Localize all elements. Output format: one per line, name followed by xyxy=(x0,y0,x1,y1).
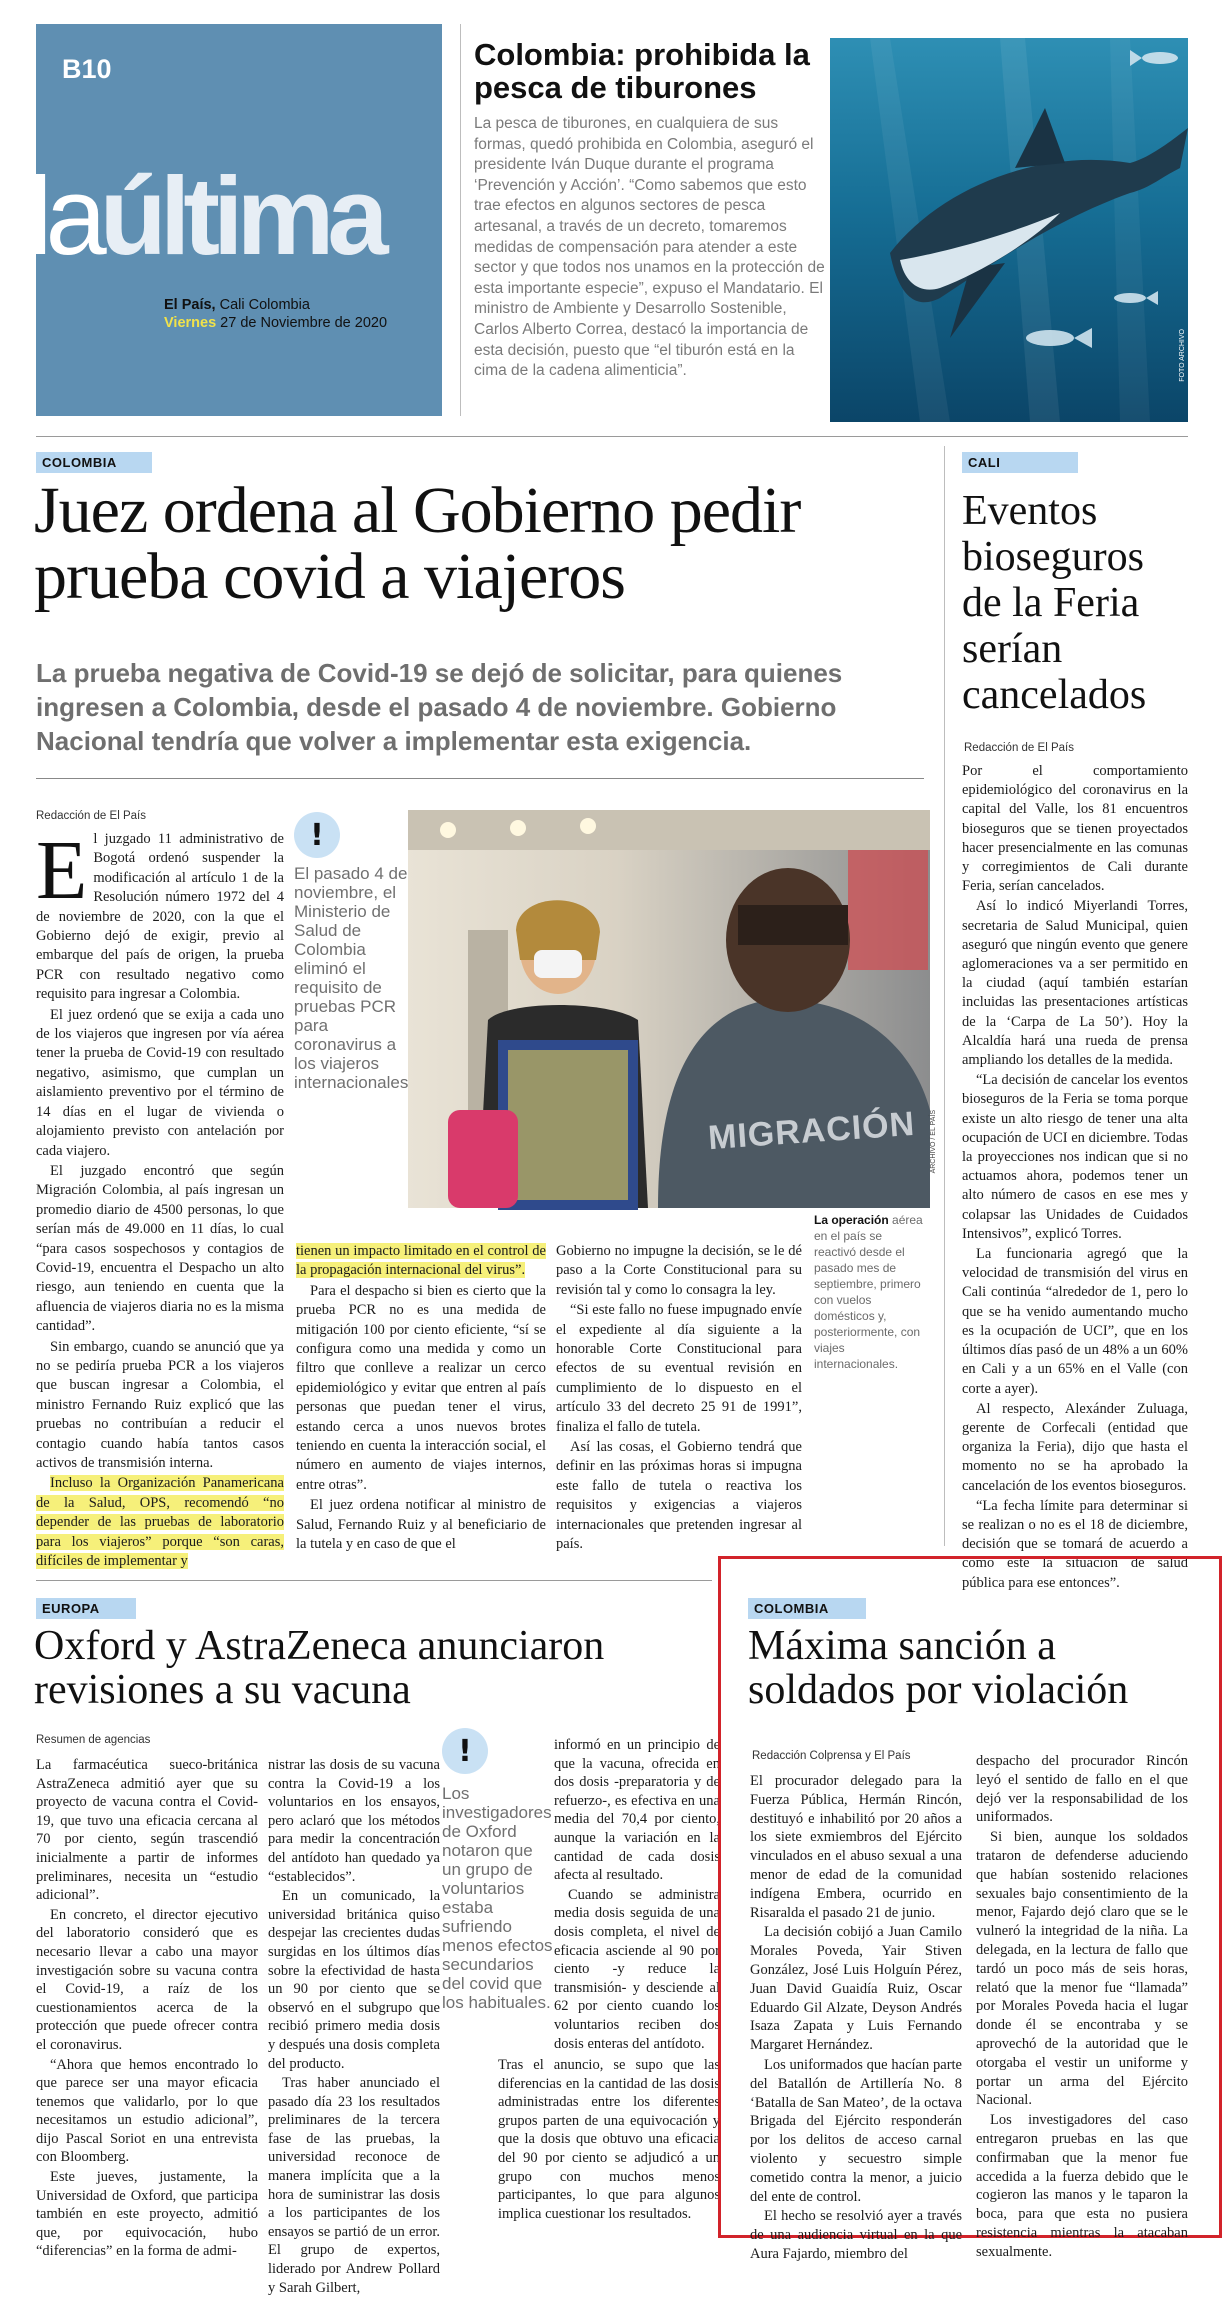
lead-para-6: El juez ordena notificar al ministro de Salud, Fernando Ruiz y al beneficiario de la tutela y en caso de que el xyxy=(296,1497,546,1553)
cali-para-5: Al respecto, Alexánder Zuluaga, gerente de Corfecali (entidad que organiza la Feria), dijo que hasta el momento no se ha aprobado la cancelación de los eventos bioseguros. xyxy=(962,1400,1188,1494)
lead-deck-rule xyxy=(36,778,924,779)
soldiers-para-6: Si bien, aunque los soldados trataron de defenderse aduciendo que habían sostenido relaciones sexuales bajo consentimiento de la menor, Fajardo dejó claro que se le vulneró la integridad de la niña. La delegada, en la lectura de fallo que tardó un poco más de seis horas, relató que la menor fue “llamada” por Morales Poveda hacia el lugar donde él se encontraba y se aprovechó de la autoridad que le otorgaba el vestir un uniforme y portar un arma del Ejército Nacional. xyxy=(976,1829,1188,2109)
oxford-para-5: nistrar las dosis de su vacuna contra la Covid-19 a los voluntarios en los ensayos, pero aclaró que los métodos para medir la concentración del antídoto han quedado ya “establecidos”. xyxy=(268,1757,440,1885)
lead-para-3: El juzgado encontró que según Migración Colombia, al país ingresan un promedio diario de 4500 personas, lo que serían más de 49.000 en 11 días, lo cual “para casos sospechosos y contagios de Covid-19, encuentra el Despacho un alto riesgo, aun teniendo en cuenta que la afluencia de viajeros diaria no es la misma cantidad”. xyxy=(36,1162,284,1335)
soldiers-byline: Redacción Colprensa y El País xyxy=(752,1750,911,1762)
lead-para-4: Sin embargo, cuando se anunció que ya no se pediría prueba PCR a los viajeros que buscan ingresar a Colombia, el ministro Fernando Ruiz explicó que las pruebas no contribuían a reducir el contagio cuando había tantos casos activos de transmisión interna. xyxy=(36,1338,284,1471)
soldiers-para-4: El hecho se resolvió ayer a través de una audiencia virtual en la que Aura Fajardo, miembro del xyxy=(750,2208,962,2262)
cali-headline: Eventos bioseguros de la Feria serían cancelados xyxy=(962,488,1147,718)
oxford-column-1 xyxy=(36,1756,258,2262)
sharks-photo xyxy=(830,38,1188,422)
oxford-alert-icon: ! xyxy=(442,1728,488,1774)
oxford-para-8: informó en un principio de que la vacuna, ofrecida en dos dosis -preparatoria y de refuerzo-, es efectiva en una media del 70,4 por ciento, aunque la variación en la cantidad de cada dosis afecta al resultado. xyxy=(554,1737,720,1884)
soldiers-para-5: despacho del procurador Rincón leyó el sentido de fallo en el que dejó ver la responsabilidad de los uniformados. xyxy=(976,1753,1188,1826)
paper-city: Cali Colombia xyxy=(219,297,310,313)
oxford-byline: Resumen de agencias xyxy=(36,1734,151,1746)
soldiers-para-1: El procurador delegado para la Fuerza Pública, Hermán Rincón, destituyó e inhabilitó por 20 años a los siete exmiembros del Ejército vinculados en el abuso sexual a una menor de edad de la comunidad indígena Embera, ocurrido en Risaralda el pasado 21 de junio. xyxy=(750,1773,962,1921)
oxford-column-3 xyxy=(554,1736,720,2054)
section-logo-la: la xyxy=(28,155,100,278)
lead-column-1 xyxy=(36,824,284,1572)
top-divider xyxy=(460,24,461,416)
lead-column-3 xyxy=(556,1242,802,1556)
sharks-body: La pesca de tiburones, en cualquiera de sus formas, quedó prohibida en Colombia, aseguró el presidente Iván Duque durante el programa ‘Prevención y Acción’. “Como sabemos que esto trae efectos en algunos sectores de pesca artesanal, a través de un decreto, tomaremos medidas de compensación para atender a este sector y que todos nos unamos en la protección de esta importante especie”, expuso el Mandatario. El ministro de Ambiente y Desarrollo Sostenible, Carlos Alberto Correa, destacó la importancia de esta decisión, puesto que “el tiburón está en la cima de la cadena alimenticia”. xyxy=(474,115,825,380)
sharks-photo-credit: FOTO ARCHIVO xyxy=(1179,329,1186,382)
oxford-para-10: Tras el anuncio, se supo que las diferencias en la cantidad de las dosis administradas entre los diferentes grupos parten de una equivocación y que la dosis que obtuvo una eficacia del 90 por ciento se adjudicó a un grupo con muchos menos participantes, lo que para algunos implica cuestionar los resultados. xyxy=(498,2057,720,2222)
alert-icon: ! xyxy=(294,812,340,858)
section-divider-2 xyxy=(36,1580,712,1581)
soldiers-para-7: Los investigadores del caso entregaron pruebas en las que confirmaban que la menor fue accedida a la fuerza debido que le cogieron las manos y le taparon la boca, para que esta no pusiera resistencia mientras la atacaban sexualmente. xyxy=(976,2112,1188,2260)
oxford-pull-quote: Los investigadores de Oxford notaron que un grupo de voluntarios estaba sufriendo menos efectos secundarios del covid que los habituales. xyxy=(442,1784,553,2012)
masthead-panel xyxy=(28,24,442,416)
soldiers-para-2: La decisión cobijó a Juan Camilo Morales Poveda, Yair Stiven González, José Luis Holguín Pérez, Juan David Guaidía Ruiz, Oscar Eduardo Gil Alzate, Deyson Andrés Isaza Zapata y Luis Fernando Margaret Hernández. xyxy=(750,1924,962,2054)
airport-scene-illustration xyxy=(408,810,930,1208)
masthead-dateline xyxy=(164,296,387,332)
cali-para-3: “La decisión de cancelar los eventos bioseguros de la Feria se toma porque existe un alto riesgo de tener una alta ocupación de UCI en diciembre. Todas la proyecciones nos indican que si no actuamos ahora, podemos tener un alto número de casos en ese mes y colapsar las Unidades de Cuidados Intensivos”, explicó Torres. xyxy=(962,1072,1188,1242)
page-number: B10 xyxy=(62,54,112,84)
lead-para-8: “Si este fallo no fuese impugnado envíe el expediente al día siguiente a la honorable Corte Constitucional para efectos de su eventual revisión en cumplimiento de lo dispuesto en el artículo 33 del decreto 25 91 de 1991”, finaliza el fallo de tutela. xyxy=(556,1302,802,1435)
soldiers-section-tag: COLOMBIA xyxy=(748,1598,866,1619)
cali-section-tag: CALI xyxy=(962,452,1078,473)
oxford-para-4: Este jueves, justamente, la Universidad de Oxford, que participa también en este proyecto, admitió que, por equivocación, hubo “diferencias” en la forma de admi- xyxy=(36,2169,258,2260)
oxford-para-6: En un comunicado, la universidad británica quiso despejar las crecientes dudas surgidas en los últimos días sobre la efectividad de hasta un 90 por ciento que se observó en el subgrupo que recibió primero media dosis y después una dosis completa del producto. xyxy=(268,1888,440,2072)
section-logo xyxy=(28,155,382,278)
soldiers-column-2 xyxy=(976,1752,1188,2263)
lead-highlight-2: tienen un impacto limitado en el control de la propagación internacional del virus”. xyxy=(296,1243,546,1279)
lead-section-tag: COLOMBIA xyxy=(36,452,152,473)
lead-deck: La prueba negativa de Covid-19 se dejó de solicitar, para quienes ingresen a Colombia, desde el pasado 4 de noviembre. Gobierno Nacional tendría que volver a implementar esta exigencia. xyxy=(36,658,843,756)
oxford-para-9: Cuando se administra media dosis seguida de una dosis completa, el nivel de eficacia asciende al 90 por ciento -y reduce la transmisión- y desciende al 62 por ciento cuando los voluntarios reciben dos dosis enteras del antídoto. xyxy=(554,1886,720,2052)
oxford-column-3b xyxy=(498,2056,720,2224)
lead-photo-caption xyxy=(814,1212,926,1372)
shark-illustration xyxy=(830,38,1188,422)
oxford-section-tag: EUROPA xyxy=(36,1598,136,1619)
section-divider-1 xyxy=(36,436,1188,437)
oxford-headline: Oxford y AstraZeneca anunciaron revisiones a su vacuna xyxy=(34,1623,605,1713)
weekday: Viernes xyxy=(164,315,217,331)
paper-name: El País, xyxy=(164,297,216,313)
lead-highlight-1: Incluso la Organización Panamericana de la Salud, OPS, recomendó “no depender de las pruebas de laboratorio para los viajeros” porque “son caras, difíciles de implementar y xyxy=(36,1475,284,1570)
cali-para-4: La funcionaria agregó que la velocidad de transmisión del virus en Cali continúa “alrededor de 1, pero lo que se ha venido aumentando mucho es la ocupación de UCI”, que en los últimos días pasó de un 48% a un 60% en Cali y a un 65% en el Valle (con corte a ayer). xyxy=(962,1246,1188,1397)
caption-text: aérea en el país se reactivó desde el pasado mes de septiembre, primero con vuelos domésticos y, posteriormente, con viajes internacionales. xyxy=(814,1213,923,1371)
cali-para-2: Así lo indicó Miyerlandi Torres, secretaria de Salud Municipal, quien aseguró que ningún evento que genere aglomeraciones va a ser permitido en la ciudad (aquí también estarían incluidas las presentaciones artísticas de la ‘Carpa de La 50’). Hoy la Alcaldía hará una rueda de prensa ampliando los detalles de la medida. xyxy=(962,898,1188,1069)
soldiers-para-3: Los uniformados que hacían parte del Batallón de Artillería No. 8 ‘Batalla de San Mateo’, de la octava Brigada del Ejército responderán por los delitos de acceso carnal violento y secuestro simple cometido contra la menor, a juicio del ente de control. xyxy=(750,2056,962,2205)
lead-pull-quote: El pasado 4 de noviembre, el Ministerio de Salud de Colombia eliminó el requisito de pruebas PCR para coronavirus a los viajeros internacionales xyxy=(294,864,409,1092)
date: 27 de Noviembre de 2020 xyxy=(220,315,388,331)
lead-photo-credit: ARCHIVO / EL PAÍS xyxy=(930,1110,937,1174)
sharks-headline: Colombia: prohibida la pesca de tiburones xyxy=(474,37,810,105)
cali-divider xyxy=(944,446,945,1546)
lead-para-1: l juzgado 11 administrativo de Bogotá ordenó suspender la modificación al artículo 1 de la Resolución número 1972 del 4 de noviembre de 2020, con la que el Gobierno dejó de exigir, previo al embarque del país de origen, la prueba PCR con resultado negativo como requisito para ingresar a Colombia. xyxy=(36,831,284,1003)
lead-headline: Juez ordena al Gobierno pedir prueba covid a viajeros xyxy=(34,474,801,613)
cali-column xyxy=(962,762,1188,1594)
oxford-para-7: Tras haber anunciado el pasado día 23 los resultados preliminares de la tercera fase de las pruebas, la universidad reconoce de manera implícita que a la hora de suministrar las dosis a los participantes de los ensayos se partió de un error. El grupo de expertos, liderado por Andrew Pollard y Sarah Gilbert, xyxy=(268,2075,440,2296)
officer-shirt-text: MIGRACIÓN xyxy=(706,1104,917,1158)
soldiers-column-1 xyxy=(750,1772,962,2265)
lead-byline: Redacción de El País xyxy=(36,810,146,822)
lead-para-9: Así las cosas, el Gobierno tendrá que definir en las próximas horas si impugna este fallo de tutela o reactiva los requisitos y exigencias a viajeros internacionales que pretenden ingresar al país. xyxy=(556,1439,802,1553)
oxford-para-1: La farmacéutica sueco-británica AstraZeneca admitió ayer que su proyecto de vacuna contra el Covid-19, que tuvo una eficacia cercana al 70 por ciento, según trascendió inicialmente a partir de informes preliminares, necesita un “estudio adicional”. xyxy=(36,1757,258,1904)
lead-para-7: Gobierno no impugne la decisión, se le dé paso a la Corte Constitucional para su revisión tal y como lo consagra la ley. xyxy=(556,1243,802,1298)
lead-photo xyxy=(408,810,930,1208)
caption-bold: La operación xyxy=(814,1213,889,1227)
section-logo-ultima: última xyxy=(99,155,382,278)
oxford-para-3: “Ahora que hemos encontrado lo que parece ser una mayor eficacia tenemos que validarlo, por lo que necesitamos un estudio adicional”, dijo Pascal Soriot en una entrevista con Bloomberg. xyxy=(36,2056,258,2166)
oxford-column-2 xyxy=(268,1756,440,2298)
lead-para-2: El juez ordenó que se exija a cada uno de los viajeros que ingresen por vía aérea tener la prueba de Covid-19 con resultado negativo, asimismo, que cumplan un aislamiento preventivo por el término de 14 días en el lugar de vivienda o alojamiento previsto con antelación por cada viajero. xyxy=(36,1006,284,1159)
cali-para-1: Por el comportamiento epidemiológico del coronavirus en la capital del Valle, los 81 encuentros bioseguros que se tienen proyectados hacer presencialmente en las comunas y corregimientos de Cali durante Feria, serían cancelados. xyxy=(962,763,1188,895)
cali-byline: Redacción de El País xyxy=(964,742,1074,754)
lead-column-2 xyxy=(296,1242,546,1556)
soldiers-headline: Máxima sanción a soldados por violación xyxy=(748,1623,1129,1713)
dropcap: E xyxy=(36,824,88,917)
lead-para-5: Para el despacho si bien es cierto que la prueba PCR no es una medida de mitigación 100 por ciento eficiente, “sí se configura como una medida y como un filtro que conlleve a realizar un cerco epidemiológico y evitar que entren al país personas que puedan tener el virus, estando cerca a unos nuevos brotes teniendo en cuenta la interacción social, el número en aumento de viajes internos, entre otras”. xyxy=(296,1282,546,1493)
oxford-para-2: En concreto, el director ejecutivo del laboratorio consideró que es necesario llevar a cabo una mayor investigación sobre su vacuna contra el Covid-19, a raíz de los cuestionamientos acerca de la protección que puede ofrecer contra el coronavirus. xyxy=(36,1906,258,2053)
cali-para-6: “La fecha límite para determinar si se realizan o no es el 18 de diciembre, decisión que se tomará de acuerdo a cómo esté la situación de salud pública para ese entonces”. xyxy=(962,1497,1188,1591)
